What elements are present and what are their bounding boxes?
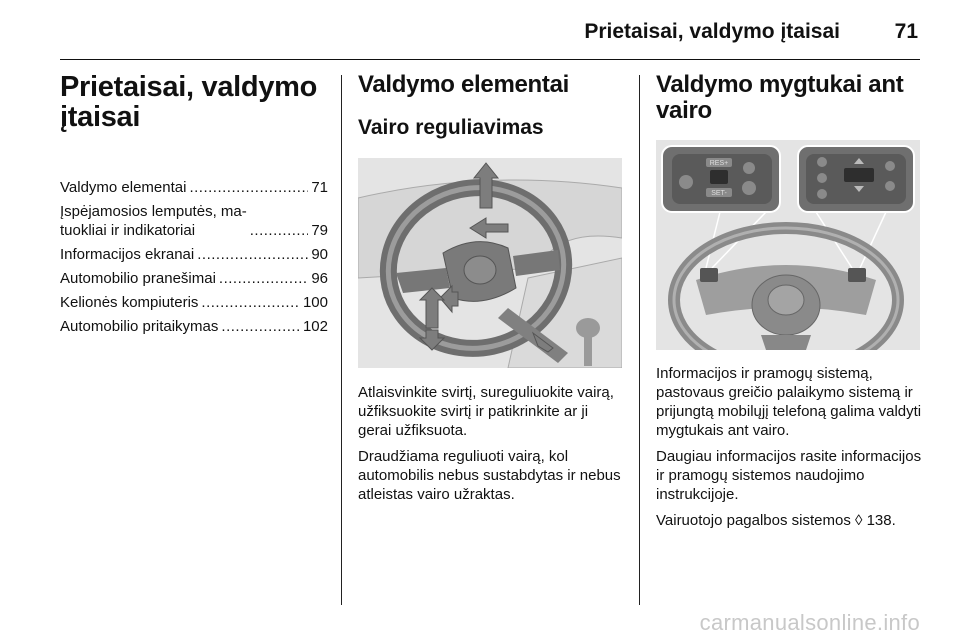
toc-item-page: 100 xyxy=(302,294,328,311)
cross-reference[interactable]: Vairuotojo pagalbos sistemos ◊ 138. xyxy=(656,512,896,529)
chapter-title: Prietaisai, valdymo įtaisai xyxy=(60,71,318,133)
paragraph: Daugiau informacijos rasite informacijos ir pramogų sistemos naudojimo instrukcijoje. xyxy=(656,448,922,503)
toc-item-page: 79 xyxy=(311,222,328,239)
toc-item-label: Kelionės kompiuteris xyxy=(60,294,199,311)
steering-controls-illustration xyxy=(656,140,920,350)
toc-item-label: Automobilio pritaikymas xyxy=(60,318,219,335)
paragraph: Atlaisvinkite svirtį, sureguliuokite vairą, užfiksuokite svirtį ir patikrinkite ar ji gerai užfiksuota. xyxy=(358,384,614,439)
toc-item-label: Įspėjamosios lemputės, ma- tuokliai ir indikatoriai xyxy=(60,203,247,239)
toc-item[interactable] xyxy=(60,202,328,240)
paragraph: Informacijos ir pramogų sistemą, pastovaus greičio palaikymo sistemą ir prijungtą mobilųjį telefoną galima valdyti mygtukais ant vairo. xyxy=(656,365,922,439)
toc-leader xyxy=(201,293,300,312)
toc-item-page: 71 xyxy=(311,179,328,196)
toc-leader xyxy=(219,269,308,288)
running-title: Prietaisai, valdymo įtaisai xyxy=(584,20,840,43)
paragraph: Draudžiama reguliuoti vairą, kol automobilis nebus sustabdytas ir nebus atleistas vairo užraktas. xyxy=(358,448,621,503)
subsection-title: Vairo reguliavimas xyxy=(358,116,544,139)
toc-item[interactable] xyxy=(60,178,328,197)
column-divider-2 xyxy=(639,75,640,605)
column-steering-controls xyxy=(656,72,922,530)
toc-leader xyxy=(250,221,309,240)
toc-leader xyxy=(189,178,308,197)
toc-item-page: 102 xyxy=(302,318,328,335)
column-toc xyxy=(60,72,328,341)
toc-item-page: 96 xyxy=(311,270,328,287)
right-button-panel xyxy=(798,146,914,212)
column-divider-1 xyxy=(341,75,342,605)
toc-item[interactable] xyxy=(60,293,328,312)
res-button-label: RES+ xyxy=(709,160,729,167)
toc-item-label: Valdymo elementai xyxy=(60,179,187,196)
section-title: Valdymo elementai xyxy=(358,71,569,98)
toc-item-label: Informacijos ekranai xyxy=(60,246,195,263)
page-number: 71 xyxy=(894,20,918,43)
table-of-contents xyxy=(60,178,328,336)
left-button-panel xyxy=(662,146,780,212)
header-rule xyxy=(60,59,920,60)
watermark: carmanualsonline.info xyxy=(699,610,920,635)
steering-adjustment-illustration xyxy=(358,158,622,368)
page-header xyxy=(60,14,920,60)
steering-wheel-buttons-drawing xyxy=(656,140,920,350)
set-button-label: SET- xyxy=(711,190,727,197)
section-title: Valdymo mygtukai ant vairo xyxy=(656,71,904,124)
toc-item-label: Automobilio pranešimai xyxy=(60,270,216,287)
steering-wheel-adjust-drawing xyxy=(358,158,622,368)
toc-item-page: 90 xyxy=(311,246,328,263)
toc-item[interactable] xyxy=(60,317,328,336)
column-steering-adjust xyxy=(358,72,624,504)
toc-leader xyxy=(221,317,300,336)
toc-item[interactable] xyxy=(60,245,328,264)
toc-leader xyxy=(197,245,308,264)
toc-item[interactable] xyxy=(60,269,328,288)
